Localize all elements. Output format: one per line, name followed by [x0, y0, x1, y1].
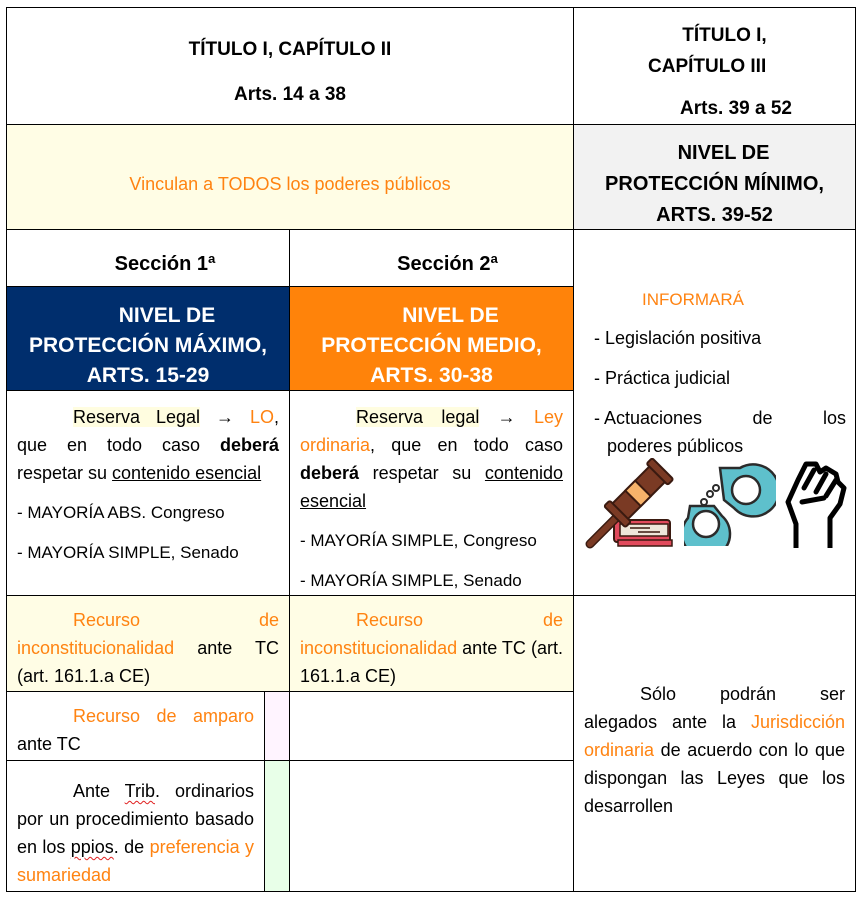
section-1-heading: Sección 1ª — [114, 253, 216, 275]
section-2-ordinary-courts-empty-cell — [289, 760, 574, 892]
max-protection-line1: NIVEL DE — [118, 304, 216, 327]
header-chapter-ii-cell — [6, 7, 574, 125]
med-protection-line3: ARTS. 30-38 — [370, 364, 493, 387]
section-1-reserve-cell — [6, 390, 290, 596]
section-1-heading-cell — [6, 229, 290, 287]
section-2-amparo-empty-cell — [289, 691, 574, 761]
med-protection-line2: PROTECCIÓN MEDIO, — [321, 334, 542, 357]
max-protection-line2: PROTECCIÓN MÁXIMO, — [28, 334, 267, 357]
binding-cell — [6, 124, 574, 230]
min-protection-line3: ARTS. 39-52 — [656, 204, 773, 226]
medium-protection-band — [289, 286, 574, 391]
section-2-unconstitutionality-cell — [289, 595, 574, 692]
section-1-ordinary-courts-text: Ante Trib. ordinarios por un procedimiento basado en los ppios. de preferencia y sumariedad — [17, 781, 254, 885]
chapter-ii-articles: Arts. 14 a 38 — [234, 84, 346, 105]
section-1-majority-congress: - MAYORÍA ABS. Congreso — [17, 503, 225, 522]
raised-fist-icon — [782, 458, 850, 550]
chapter-iii-allegation-text: Sólo podrán ser alegados ante la Jurisdicción ordinaria de acuerdo con lo que dispongan las Leyes que los desarrollen — [584, 684, 845, 816]
binding-text: Vinculan a TODOS los poderes públicos — [129, 174, 451, 194]
min-protection-line1: NIVEL DE — [677, 142, 770, 164]
chapter-iii-title-line1: TÍTULO I, — [682, 25, 767, 46]
max-protection-line3: ARTS. 15-29 — [86, 364, 210, 387]
informara-item-public-powers: - Actuaciones de los poderes públicos — [594, 408, 846, 456]
arrow-right-icon: → — [497, 407, 516, 427]
chapter-iii-informara-cell — [573, 229, 856, 596]
maximum-protection-band — [6, 286, 290, 391]
section-2-majority-congress: - MAYORÍA SIMPLE, Congreso — [300, 531, 537, 550]
chapter-iii-allegation-cell — [573, 595, 856, 892]
section-2-heading: Sección 2ª — [397, 253, 498, 275]
handcuffs-icon — [684, 462, 776, 546]
section-1-amparo-text: Recurso de amparo ante TC — [17, 706, 254, 754]
section-1-unconstitutionality-cell — [6, 595, 290, 692]
amparo-side-strip — [264, 691, 290, 761]
section-1-majority-senate: - MAYORÍA SIMPLE, Senado — [17, 543, 239, 562]
minimum-protection-cell — [573, 124, 856, 230]
section-2-majority-senate: - MAYORÍA SIMPLE, Senado — [300, 571, 522, 590]
informara-label: INFORMARÁ — [642, 290, 744, 309]
section-2-unconstitutionality-text: Recurso de inconstitucionalidad ante TC (art. 161.1.a CE) — [300, 610, 563, 686]
ordinary-courts-side-strip — [264, 760, 290, 892]
section-1-reserve-text: Reserva Legal → LO, que en todo caso deberá respetar su contenido esencial — [17, 407, 279, 483]
informara-item-legislation: - Legislación positiva — [594, 328, 762, 348]
section-1-amparo-cell — [6, 691, 265, 761]
header-chapter-iii-cell — [573, 7, 856, 125]
section-2-reserve-cell — [289, 390, 574, 596]
section-1-unconstitutionality-text: Recurso de inconstitucionalidad ante TC (art. 161.1.a CE) — [17, 610, 279, 686]
min-protection-line2: PROTECCIÓN MÍNIMO, — [605, 173, 824, 195]
chapter-iii-title-line2: CAPÍTULO III — [648, 56, 767, 77]
section-2-reserve-text: Reserva legal → Ley ordinaria, que en todo caso deberá respetar su contenido esencial — [300, 407, 563, 511]
med-protection-line1: NIVEL DE — [402, 304, 499, 327]
section-1-ordinary-courts-cell — [6, 760, 265, 892]
section-2-heading-cell — [289, 229, 574, 287]
arrow-right-icon: → — [216, 407, 234, 427]
gavel-books-icon — [584, 458, 682, 550]
chapter-iii-articles: Arts. 39 a 52 — [680, 98, 792, 119]
informara-item-judicial: - Práctica judicial — [594, 368, 731, 388]
chapter-ii-title: TÍTULO I, CAPÍTULO II — [188, 39, 392, 60]
